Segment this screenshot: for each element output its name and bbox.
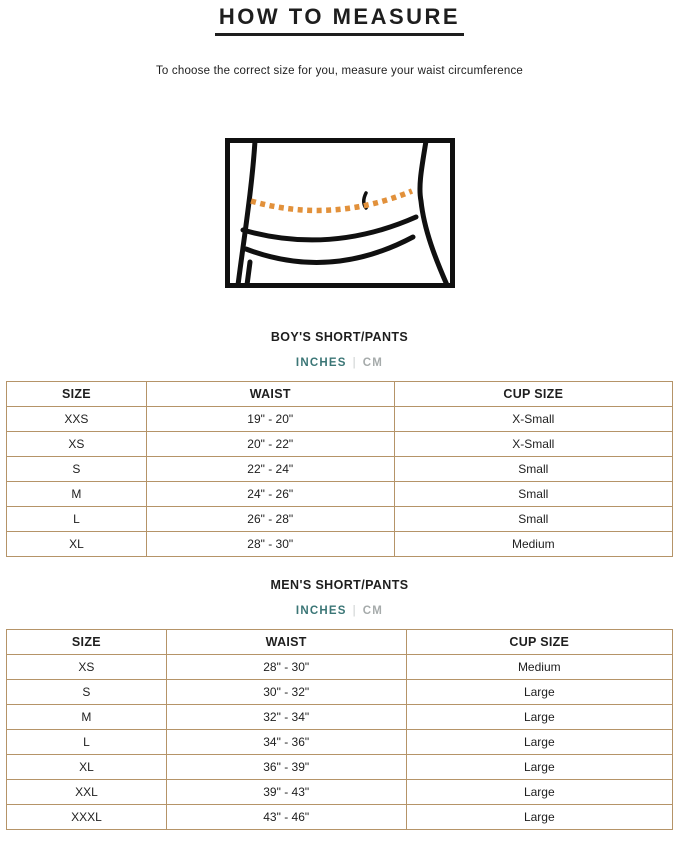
cell-cup-size: Large bbox=[406, 805, 672, 830]
waist-measurement-illustration bbox=[225, 138, 455, 288]
cell-waist: 32" - 34" bbox=[166, 705, 406, 730]
unit-inches-mens[interactable]: INCHES bbox=[295, 605, 347, 617]
boys-size-table bbox=[6, 381, 673, 557]
table-row bbox=[7, 407, 673, 432]
column-header-size: SIZE bbox=[7, 382, 147, 407]
cell-waist: 22" - 24" bbox=[146, 457, 394, 482]
unit-cm-mens[interactable]: CM bbox=[362, 605, 384, 617]
cell-size: S bbox=[7, 680, 167, 705]
cell-waist: 43" - 46" bbox=[166, 805, 406, 830]
table-row bbox=[7, 482, 673, 507]
table-row bbox=[7, 780, 673, 805]
cell-size: XS bbox=[7, 655, 167, 680]
table-header-row bbox=[7, 382, 673, 407]
table-row bbox=[7, 805, 673, 830]
cell-cup-size: Large bbox=[406, 680, 672, 705]
column-header-waist: WAIST bbox=[146, 382, 394, 407]
size-guide-page bbox=[0, 4, 679, 830]
cell-size: S bbox=[7, 457, 147, 482]
column-header-waist: WAIST bbox=[166, 630, 406, 655]
cell-cup-size: Large bbox=[406, 780, 672, 805]
cell-waist: 28" - 30" bbox=[146, 532, 394, 557]
cell-size: XS bbox=[7, 432, 147, 457]
section-heading-mens: MEN'S SHORT/PANTS bbox=[270, 578, 409, 592]
unit-separator: | bbox=[352, 357, 357, 369]
cell-waist: 20" - 22" bbox=[146, 432, 394, 457]
cell-size: L bbox=[7, 730, 167, 755]
section-boys bbox=[0, 330, 679, 557]
table-row bbox=[7, 755, 673, 780]
cell-cup-size: Large bbox=[406, 705, 672, 730]
section-heading-boys: BOY'S SHORT/PANTS bbox=[270, 330, 409, 344]
cell-cup-size: Small bbox=[394, 482, 672, 507]
page-subtitle: To choose the correct size for you, measure your waist circumference bbox=[155, 65, 524, 77]
cell-cup-size: Small bbox=[394, 457, 672, 482]
unit-toggle-boys bbox=[0, 357, 679, 369]
page-title: HOW TO MEASURE bbox=[215, 4, 464, 36]
cell-cup-size: Large bbox=[406, 755, 672, 780]
cell-waist: 19" - 20" bbox=[146, 407, 394, 432]
waist-measurement-figure bbox=[225, 138, 455, 288]
cell-size: XL bbox=[7, 532, 147, 557]
table-row bbox=[7, 507, 673, 532]
table-row bbox=[7, 705, 673, 730]
table-row bbox=[7, 730, 673, 755]
cell-size: XXL bbox=[7, 780, 167, 805]
cell-waist: 34" - 36" bbox=[166, 730, 406, 755]
table-row bbox=[7, 680, 673, 705]
cell-waist: 39" - 43" bbox=[166, 780, 406, 805]
cell-size: XL bbox=[7, 755, 167, 780]
unit-separator: | bbox=[352, 605, 357, 617]
cell-cup-size: X-Small bbox=[394, 407, 672, 432]
cell-size: M bbox=[7, 482, 147, 507]
unit-cm-boys[interactable]: CM bbox=[362, 357, 384, 369]
column-header-cup-size: CUP SIZE bbox=[406, 630, 672, 655]
column-header-size: SIZE bbox=[7, 630, 167, 655]
section-mens bbox=[0, 578, 679, 830]
table-header-row bbox=[7, 630, 673, 655]
cell-size: L bbox=[7, 507, 147, 532]
cell-cup-size: Medium bbox=[406, 655, 672, 680]
cell-cup-size: Large bbox=[406, 730, 672, 755]
unit-inches-boys[interactable]: INCHES bbox=[295, 357, 347, 369]
cell-size: XXXL bbox=[7, 805, 167, 830]
table-row bbox=[7, 655, 673, 680]
cell-cup-size: X-Small bbox=[394, 432, 672, 457]
cell-waist: 24" - 26" bbox=[146, 482, 394, 507]
mens-size-table bbox=[6, 629, 673, 830]
cell-size: XXS bbox=[7, 407, 147, 432]
cell-waist: 30" - 32" bbox=[166, 680, 406, 705]
cell-cup-size: Small bbox=[394, 507, 672, 532]
column-header-cup-size: CUP SIZE bbox=[394, 382, 672, 407]
cell-cup-size: Medium bbox=[394, 532, 672, 557]
table-row bbox=[7, 532, 673, 557]
cell-size: M bbox=[7, 705, 167, 730]
cell-waist: 26" - 28" bbox=[146, 507, 394, 532]
unit-toggle-mens bbox=[0, 605, 679, 617]
table-row bbox=[7, 457, 673, 482]
cell-waist: 28" - 30" bbox=[166, 655, 406, 680]
cell-waist: 36" - 39" bbox=[166, 755, 406, 780]
table-row bbox=[7, 432, 673, 457]
